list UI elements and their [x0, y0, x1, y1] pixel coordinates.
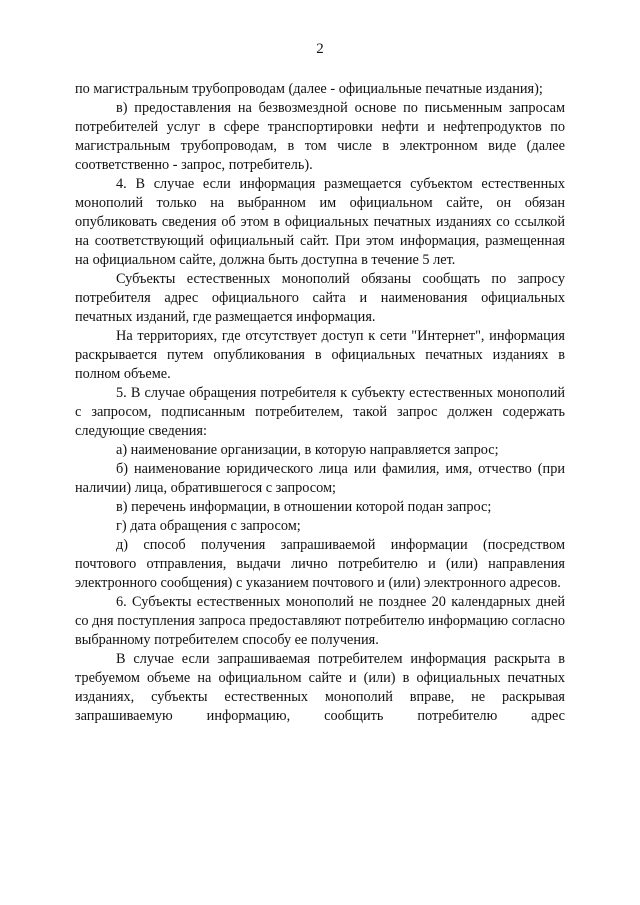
paragraph: 6. Субъекты естественных монополий не позднее 20 календарных дней со дня поступления запроса предоставляют потребителю информацию согласно выбранному потребителем способу ее получения.	[75, 594, 565, 648]
list-item: а) наименование организации, в которую направляется запрос;	[116, 442, 499, 458]
paragraph: Субъекты естественных монополий обязаны сообщать по запросу потребителя адрес официального сайта и наименования официальных печатных изданий, где размещается информация.	[75, 271, 565, 325]
list-item: д) способ получения запрашиваемой информации (посредством почтового отправления, выдачи лично потребителю и (или) направления электронного сообщения) с указанием почтового и (или) электронного адресов.	[75, 537, 565, 591]
list-item: в) перечень информации, в отношении которой подан запрос;	[116, 499, 492, 515]
page-number: 2	[316, 41, 324, 57]
list-item: г) дата обращения с запросом;	[116, 518, 301, 534]
paragraph: 4. В случае если информация размещается субъектом естественных монополий только на выбранном им официальном сайте, он обязан опубликовать сведения об этом в официальных печатных изданиях со ссылкой на соответствующий официальный сайт. При этом информация, размещенная на официальном сайте, должна быть доступна в течение 5 лет.	[75, 176, 565, 268]
paragraph: по магистральным трубопроводам (далее - официальные печатные издания);	[75, 81, 543, 97]
document-body	[75, 80, 565, 726]
paragraph: В случае если запрашиваемая потребителем информация раскрыта в требуемом объеме на официальном сайте и (или) в официальных печатных изданиях, субъекты естественных монополий вправе, не раскрывая запрашиваемую информацию, сообщить потребителю адрес	[75, 651, 565, 724]
list-item: б) наименование юридического лица или фамилия, имя, отчество (при наличии) лица, обратившегося с запросом;	[75, 461, 565, 496]
paragraph: 5. В случае обращения потребителя к субъекту естественных монополий с запросом, подписанным потребителем, такой запрос должен содержать следующие сведения:	[75, 385, 565, 439]
paragraph: в) предоставления на безвозмездной основе по письменным запросам потребителей услуг в сфере транспортировки нефти и нефтепродуктов по магистральным трубопроводам, в том числе в электронном виде (далее соответственно - запрос, потребитель).	[75, 100, 565, 173]
paragraph: На территориях, где отсутствует доступ к сети "Интернет", информация раскрывается путем опубликования в официальных печатных изданиях в полном объеме.	[75, 328, 565, 382]
